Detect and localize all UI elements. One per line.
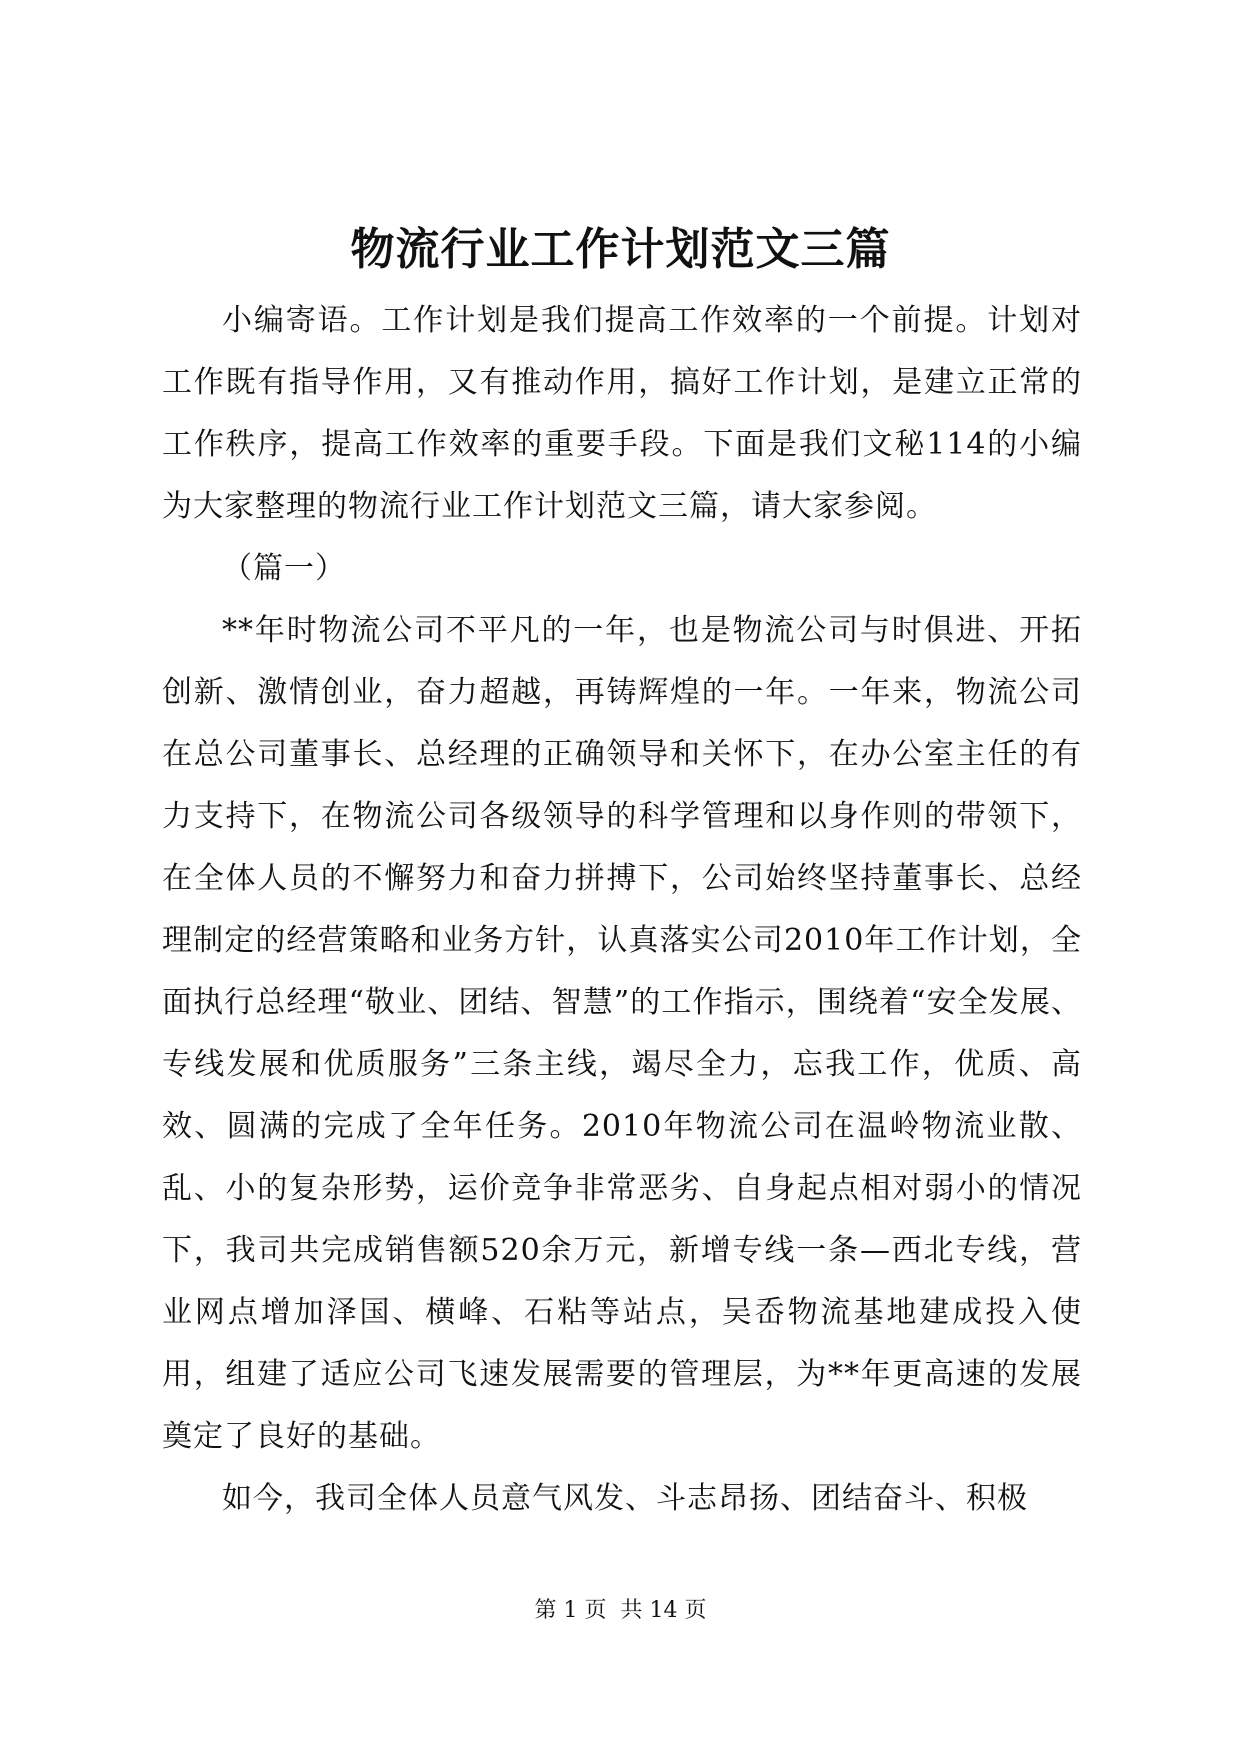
- section-heading: （篇一）: [222, 551, 346, 586]
- document-title: 物流行业工作计划范文三篇: [350, 224, 891, 275]
- page-number-label: 第 1 页 共 14 页: [534, 1598, 707, 1623]
- intro-paragraph: 小编寄语。工作计划是我们提高工作效率的一个前提。计划对工作既有指导作用，又有推动作用，搞好工作计划，是建立正常的工作秩序，提高工作效率的重要手段。下面是我们文秘114的小编为大家整理的物流行业工作计划范文三篇，请大家参阅。: [162, 303, 1082, 524]
- page-footer: [0, 1596, 1241, 1626]
- body-paragraph-2: 如今，我司全体人员意气风发、斗志昂扬、团结奋斗、积极: [222, 1481, 1028, 1516]
- document-body: [162, 290, 1082, 1530]
- body-paragraph-1: **年时物流公司不平凡的一年，也是物流公司与时俱进、开拓创新、激情创业，奋力超越，再铸辉煌的一年。一年来，物流公司在总公司董事长、总经理的正确领导和关怀下，在办公室主任的有力支持下，在物流公司各级领导的科学管理和以身作则的带领下，在全体人员的不懈努力和奋力拼搏下，公司始终坚持董事长、总经理制定的经营策略和业务方针，认真落实公司2010年工作计划，全面执行总经理“敬业、团结、智慧”的工作指示，围绕着“安全发展、专线发展和优质服务”三条主线，竭尽全力，忘我工作，优质、高效、圆满的完成了全年任务。2010年物流公司在温岭物流业散、乱、小的复杂形势，运价竞争非常恶劣、自身起点相对弱小的情况下，我司共完成销售额520余万元，新增专线一条—西北专线，营业网点增加泽国、横峰、石粘等站点，吴岙物流基地建成投入使用，组建了适应公司飞速发展需要的管理层，为**年更高速的发展奠定了良好的基础。: [162, 613, 1082, 1454]
